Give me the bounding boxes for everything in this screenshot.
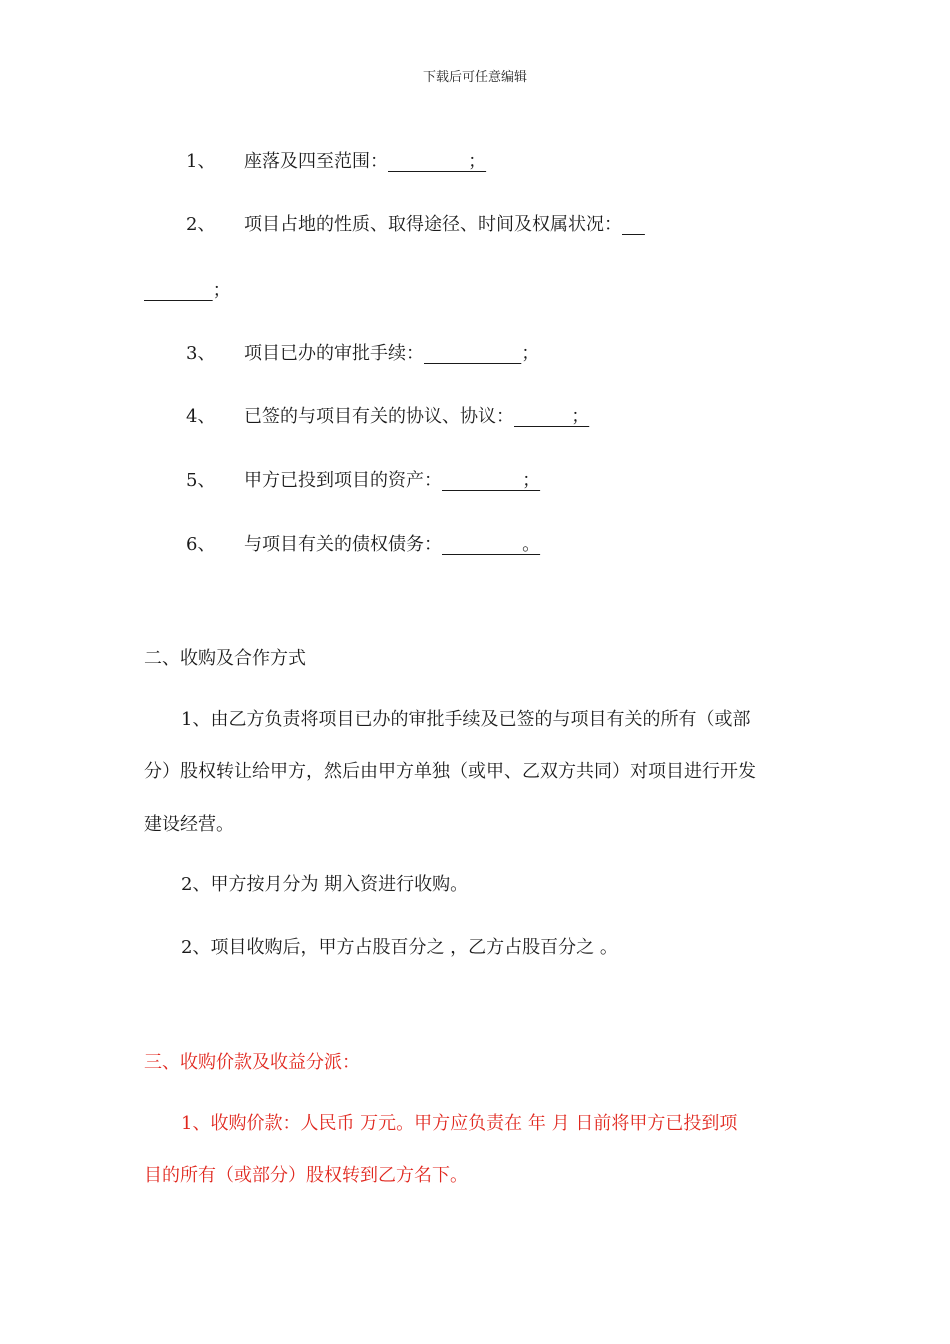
paragraph-line: 分）股权转让给甲方，然后由甲方单独（或甲、乙双方共同）对项目进行开发 xyxy=(144,761,756,782)
item-line xyxy=(244,405,589,429)
item-label: 项目已办的审批手续： xyxy=(244,343,424,364)
blank-field[interactable] xyxy=(144,280,213,301)
item-line xyxy=(244,533,540,557)
blank-field[interactable]: ； xyxy=(514,406,590,427)
item-line xyxy=(244,342,539,366)
blank-field[interactable]: ； xyxy=(442,470,541,491)
item-number: 2、 xyxy=(186,214,216,235)
item-line xyxy=(244,213,645,237)
paragraph-line: 建设经营。 xyxy=(144,814,234,835)
item-line-continuation xyxy=(144,279,231,303)
item-label: 已签的与项目有关的协议、协议： xyxy=(244,406,514,427)
paragraph-line: 2、项目收购后，甲方占股百分之 ，乙方占股百分之 。 xyxy=(181,937,618,958)
blank-field[interactable] xyxy=(424,343,521,364)
item-number: 4、 xyxy=(186,406,216,427)
item-label: 与项目有关的债权债务： xyxy=(244,534,442,555)
paragraph-line: 目的所有（或部分）股权转到乙方名下。 xyxy=(144,1165,468,1186)
item-end-punct: ； xyxy=(212,280,231,301)
item-line xyxy=(244,469,540,493)
page-header: 下载后可任意编辑 xyxy=(422,70,527,85)
item-end-punct: ； xyxy=(521,343,540,364)
item-number: 5、 xyxy=(186,470,216,491)
section-heading: 三、收购价款及收益分派： xyxy=(144,1052,360,1073)
blank-field[interactable]: 。 xyxy=(442,534,541,555)
item-number: 3、 xyxy=(186,343,216,364)
blank-field[interactable]: ； xyxy=(388,151,487,172)
section-heading: 二、收购及合作方式 xyxy=(144,648,306,669)
item-line xyxy=(244,150,486,174)
paragraph-line: 1、收购价款：人民币 万元。甲方应负责在 年 月 日前将甲方已投到项 xyxy=(181,1113,738,1134)
blank-field[interactable] xyxy=(622,214,645,235)
item-number: 6、 xyxy=(186,534,216,555)
item-label: 甲方已投到项目的资产： xyxy=(244,470,442,491)
item-number: 1、 xyxy=(186,151,216,172)
paragraph-line: 1、由乙方负责将项目已办的审批手续及已签的与项目有关的所有（或部 xyxy=(181,709,751,730)
item-label: 座落及四至范围： xyxy=(244,151,388,172)
item-label: 项目占地的性质、取得途径、时间及权属状况： xyxy=(244,214,622,235)
paragraph-line: 2、甲方按月分为 期入资进行收购。 xyxy=(181,874,469,895)
